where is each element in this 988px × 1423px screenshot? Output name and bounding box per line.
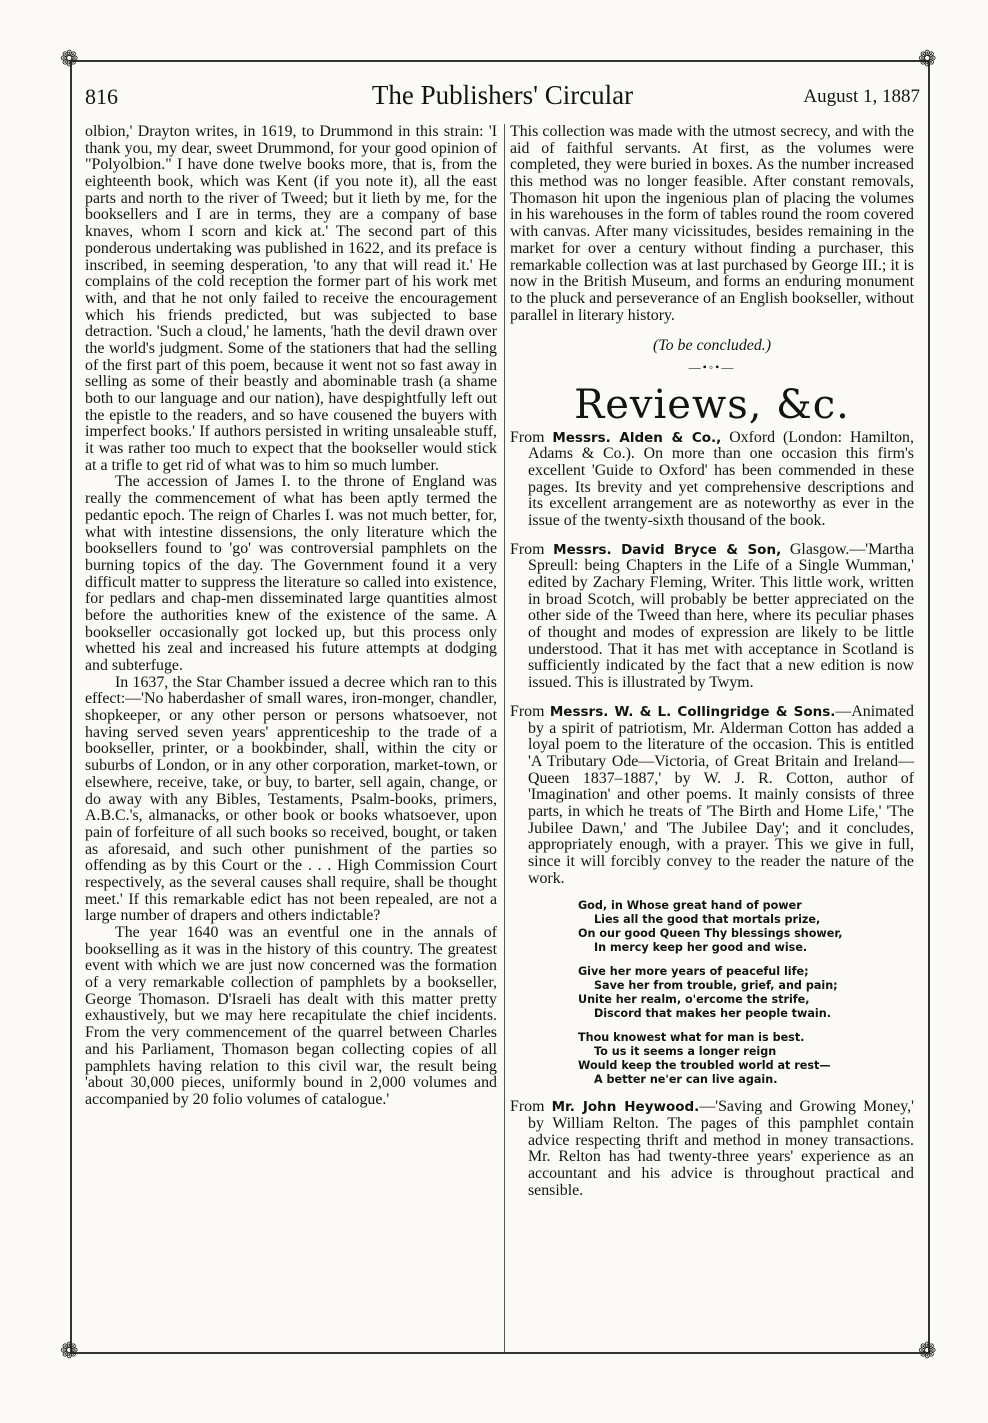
poem-line: On our good Queen Thy blessings shower, bbox=[578, 927, 843, 941]
poem-line: Thou knowest what for man is best. bbox=[578, 1031, 805, 1045]
publication-title: The Publishers' Circular bbox=[371, 80, 634, 110]
corner-ornament-top-right: ❁ bbox=[918, 46, 937, 71]
to-be-concluded-note: (To be concluded.) bbox=[652, 337, 772, 355]
review-from: From bbox=[510, 1098, 545, 1116]
article-paragraph: In 1637, the Star Chamber issued a decree which ran to this effect:—'No haberdasher of small wares, iron-monger, chandler, shopkeeper, or any other person or persons whatsoever, not having served seven years' apprenticeship to the trade of a bookseller, printer, or a bookbinder, shall, within the city or suburbs of London, or in any other corporation, market-town, or elsewhere, receive, take, or buy, to barter, sell again, change, or do away with any Bibles, Testaments, Psalm-books, primers, A.B.C.'s, almanacks, or other book or books whatsoever, upon pain of forfeiture of all such books so received, bought, or taken as aforesaid, and such other punishment of the parties so offending as by this Court or the . . . High Commission Court respectively, as the several causes shall require, shall be thought meet.' If this remarkable edict has not been repealed, are not a large number of drapers and others indictable? bbox=[85, 673, 497, 925]
review-from: From bbox=[510, 540, 545, 558]
bottom-border bbox=[70, 1352, 930, 1354]
poem-line: To us it seems a longer reign bbox=[594, 1045, 777, 1059]
ornamental-divider: —•◦•— bbox=[688, 359, 736, 374]
poem-stanza bbox=[578, 1031, 914, 1087]
review-entry bbox=[510, 542, 914, 692]
page-header bbox=[85, 80, 920, 114]
poem-stanza bbox=[578, 965, 914, 1021]
left-border bbox=[70, 60, 72, 1354]
poem-line: A better ne'er can live again. bbox=[594, 1073, 778, 1087]
review-text: Glasgow.—'Martha Spreull: being Chapters in the Life of a Single Wumman,' edited by Zachary Fleming, Writer. This little work, written in broad Scotch, will probably be better appreciated on the other side of the Tweed than here, where its peculiar phases of thought and modes of expression are likely to be little understood. That it has met with acceptance in Scotland is sufficiently indicated by the fact that a new edition is now issued. This is illustrated by Twym. bbox=[528, 540, 914, 692]
article-paragraph: The accession of James I. to the throne of England was really the commencement of what has been aptly termed the pedantic epoch. The reign of Charles I. was not much better, for, what with intestine dissensions, the only literature which the booksellers found to 'go' was controversial pamphlets on the burning topics of the day. The Government found it a very difficult matter to suppress the literature so called into existence, for pedlars and chap-men disseminated large quantities almost before the authorities knew of the existence of the same. A bookseller occasionally got locked up, but this process only whetted his zeal and increased his future attempts at dodging and subterfuge. bbox=[85, 473, 497, 674]
poem-line: Would keep the troubled world at rest— bbox=[578, 1059, 831, 1073]
section-heading: Reviews, &c. bbox=[574, 381, 850, 428]
poem-line: Give her more years of peaceful life; bbox=[578, 965, 809, 979]
review-source: Messrs. David Bryce & Son, bbox=[553, 541, 782, 558]
review-text: —Animated by a spirit of patriotism, Mr. Alderman Cotton has added a loyal poem to the literature of the occasion. This is entitled 'A Tributary Ode—Victoria, of Great Britain and Ireland—Queen 1837–1887,' by W. J. R. Cotton, author of 'Imagination' and other poems. It mainly consists of three parts, in which he treats of 'The Birth and Home Life,' 'The Jubilee Dawn,' and 'The Jubilee Day'; and it concludes, appropriately enough, with a prayer. This we give in full, since it will forcibly convey to the reader the nature of the work. bbox=[528, 702, 914, 887]
review-text: Oxford (London: Hamilton, Adams & Co.). On more than one occasion this firm's excellent 'Guide to Oxford' has been commended in these pages. Its brevity and yet comprehensive descriptions and its excellent arrangement are as noteworthy as ever in the issue of the twenty-sixth thousand of the book. bbox=[528, 428, 914, 529]
poem-stanza bbox=[578, 899, 914, 955]
review-entry bbox=[510, 1099, 914, 1199]
left-column bbox=[85, 124, 497, 1109]
page-number: 816 bbox=[85, 84, 118, 109]
article-paragraph: The year 1640 was an eventful one in the annals of bookselling as it was in the history of this country. The greatest event with which we are just now concerned was the formation of a very remarkable collection of pamphlets by a bookseller, George Thomason. D'Israeli has dealt with this matter pretty exhaustively, but we may here recapitulate the chief incidents. From the very commencement of the quarrel between Charles and his Parliament, Thomason began collecting copies of all pamphlets having relation to this civil war, the result being 'about 30,000 pieces, uniformly bound in 2,000 volumes and accompanied by 20 folio volumes of catalogue.' bbox=[85, 924, 497, 1108]
review-source: Messrs. Alden & Co., bbox=[552, 429, 722, 446]
poem-line: In mercy keep her good and wise. bbox=[594, 941, 808, 955]
review-source: Messrs. W. & L. Collingridge & Sons. bbox=[549, 703, 836, 720]
poem-line: Discord that makes her people twain. bbox=[594, 1007, 831, 1021]
review-from: From bbox=[510, 428, 545, 446]
column-divider bbox=[504, 124, 505, 1352]
corner-ornament-bottom-right: ❁ bbox=[918, 1338, 937, 1363]
review-source: Mr. John Heywood. bbox=[551, 1099, 700, 1116]
review-text: —'Saving and Growing Money,' by William Relton. The pages of this pamphlet contain advice respecting thrift and method in money transactions. Mr. Relton has had twenty-three years' experience as an accountant and his advice is throughout practical and sensible. bbox=[528, 1098, 914, 1199]
poem bbox=[578, 899, 914, 1087]
corner-ornament-top-left: ❁ bbox=[60, 46, 79, 71]
issue-date: August 1, 1887 bbox=[803, 86, 920, 107]
corner-ornament-bottom-left: ❁ bbox=[60, 1338, 79, 1363]
poem-line: Lies all the good that mortals prize, bbox=[594, 913, 821, 927]
poem-line: Unite her realm, o'ercome the strife, bbox=[578, 993, 810, 1007]
article-paragraph: This collection was made with the utmost secrecy, and with the aid of faithful servants. At first, as the volumes were completed, they were buried in boxes. As the number increased this method was no longer feasible. After constant removals, Thomason hit upon the ingenious plan of placing the volumes in his warehouses in the form of tables round the room covered with canvas. After many vicissitudes, besides remaining in the market for over a century without finding a purchaser, this remarkable collection was at last purchased by George III.; it is now in the British Museum, and forms an enduring monument to the pluck and perseverance of an English bookseller, without parallel in literary history. bbox=[510, 123, 914, 324]
review-entry bbox=[510, 430, 914, 530]
poem-line: Save her from trouble, grief, and pain; bbox=[594, 979, 838, 993]
review-entry bbox=[510, 704, 914, 888]
poem-line: God, in Whose great hand of power bbox=[578, 899, 802, 913]
article-paragraph: olbion,' Drayton writes, in 1619, to Drummond in this strain: 'I thank you, my dear, sweet Drummond, for your good opinion of "Polyolbion." I have done twelve books more, that is, from the eighteenth book, which was Kent (if you note it), all the east parts and north to the river of Tweed; but it lieth by me, for the booksellers and I are in terms, they are a company of base knaves, whom I scorn and kick at.' The second part of this ponderous undertaking was published in 1622, and its preface is inscribed, in seeming desperation, 'to any that will read it.' He complains of the cold reception the former part of his work met with, and that he not only failed to receive the encouragement which his friends predicted, but was subjected to base detraction. 'Such a cloud,' he laments, 'hath the devil drawn over the world's judgment. Some of the stationers that had the selling of the first part of this poem, because it went not so fast away in selling as some of their beastly and abominable trash (a shame both to our language and our nation), have despightfully left out the epistle to the readers, and so have cousened the buyers with imperfect books.' If authors persisted in writing unsaleable stuff, it was rather too much to expect that the bookseller would stick at a trifle to get rid of what was to him so much lumber. bbox=[85, 123, 497, 474]
right-column bbox=[510, 124, 914, 1200]
right-border bbox=[928, 60, 930, 1354]
top-border bbox=[70, 60, 930, 62]
review-from: From bbox=[510, 702, 545, 720]
